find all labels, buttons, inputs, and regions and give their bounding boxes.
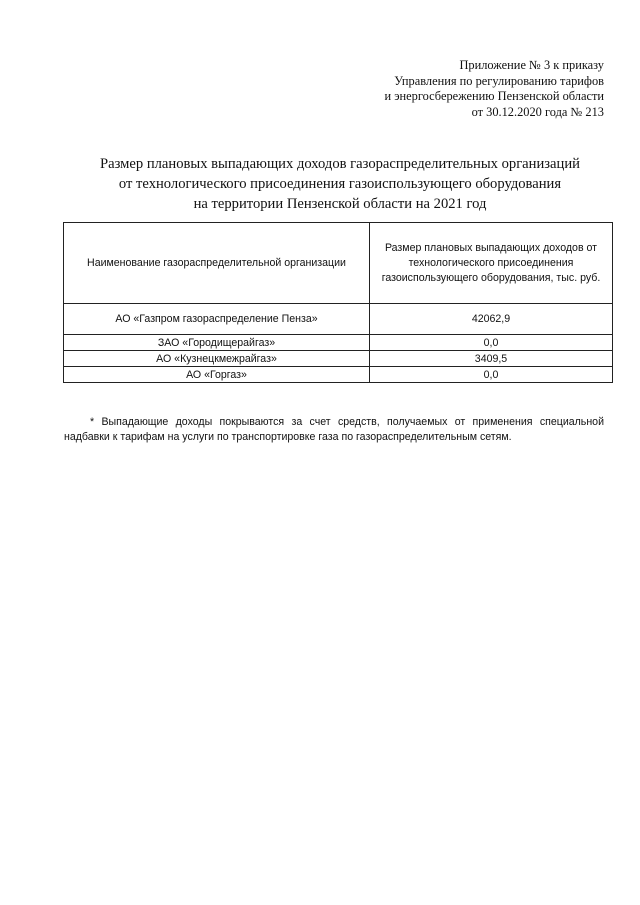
title-line: Размер плановых выпадающих доходов газораспределительных организаций: [100, 156, 580, 172]
cell-organization: ЗАО «Городищерайгаз»: [64, 335, 370, 351]
header-revenue: Размер плановых выпадающих доходов от технологического присоединения газоиспользующего оборудования, тыс. руб.: [370, 223, 613, 304]
table-header-row: [64, 223, 613, 304]
appendix-line: от 30.12.2020 года № 213: [471, 104, 604, 119]
cell-revenue: 0,0: [370, 367, 613, 383]
footnote: * Выпадающие доходы покрываются за счет средств, получаемых от применения специальной надбавки к тарифам на услуги по транспортировке газа по газораспределительным сетям.: [64, 415, 604, 443]
cell-organization: АО «Горгаз»: [64, 367, 370, 383]
appendix-reference: [274, 58, 604, 120]
table-row: [64, 351, 613, 367]
appendix-line: Управления по регулированию тарифов: [394, 73, 604, 88]
revenue-table: [63, 222, 613, 383]
cell-revenue: 0,0: [370, 335, 613, 351]
appendix-line: и энергосбережению Пензенской области: [384, 89, 604, 103]
title-line: от технологического присоединения газоиспользующего оборудования: [118, 176, 562, 192]
appendix-line: Приложение № 3 к приказу: [459, 58, 604, 72]
document-title: [60, 154, 620, 214]
header-organization: Наименование газораспределительной организации: [64, 223, 370, 304]
title-line: на территории Пензенской области на 2021 год: [193, 196, 487, 212]
cell-organization: АО «Кузнецкмежрайгаз»: [64, 351, 370, 367]
cell-organization: АО «Газпром газораспределение Пенза»: [64, 304, 370, 335]
table-row: [64, 304, 613, 335]
cell-revenue: 3409,5: [370, 351, 613, 367]
table-row: [64, 367, 613, 383]
cell-revenue: 42062,9: [370, 304, 613, 335]
table-row: [64, 335, 613, 351]
